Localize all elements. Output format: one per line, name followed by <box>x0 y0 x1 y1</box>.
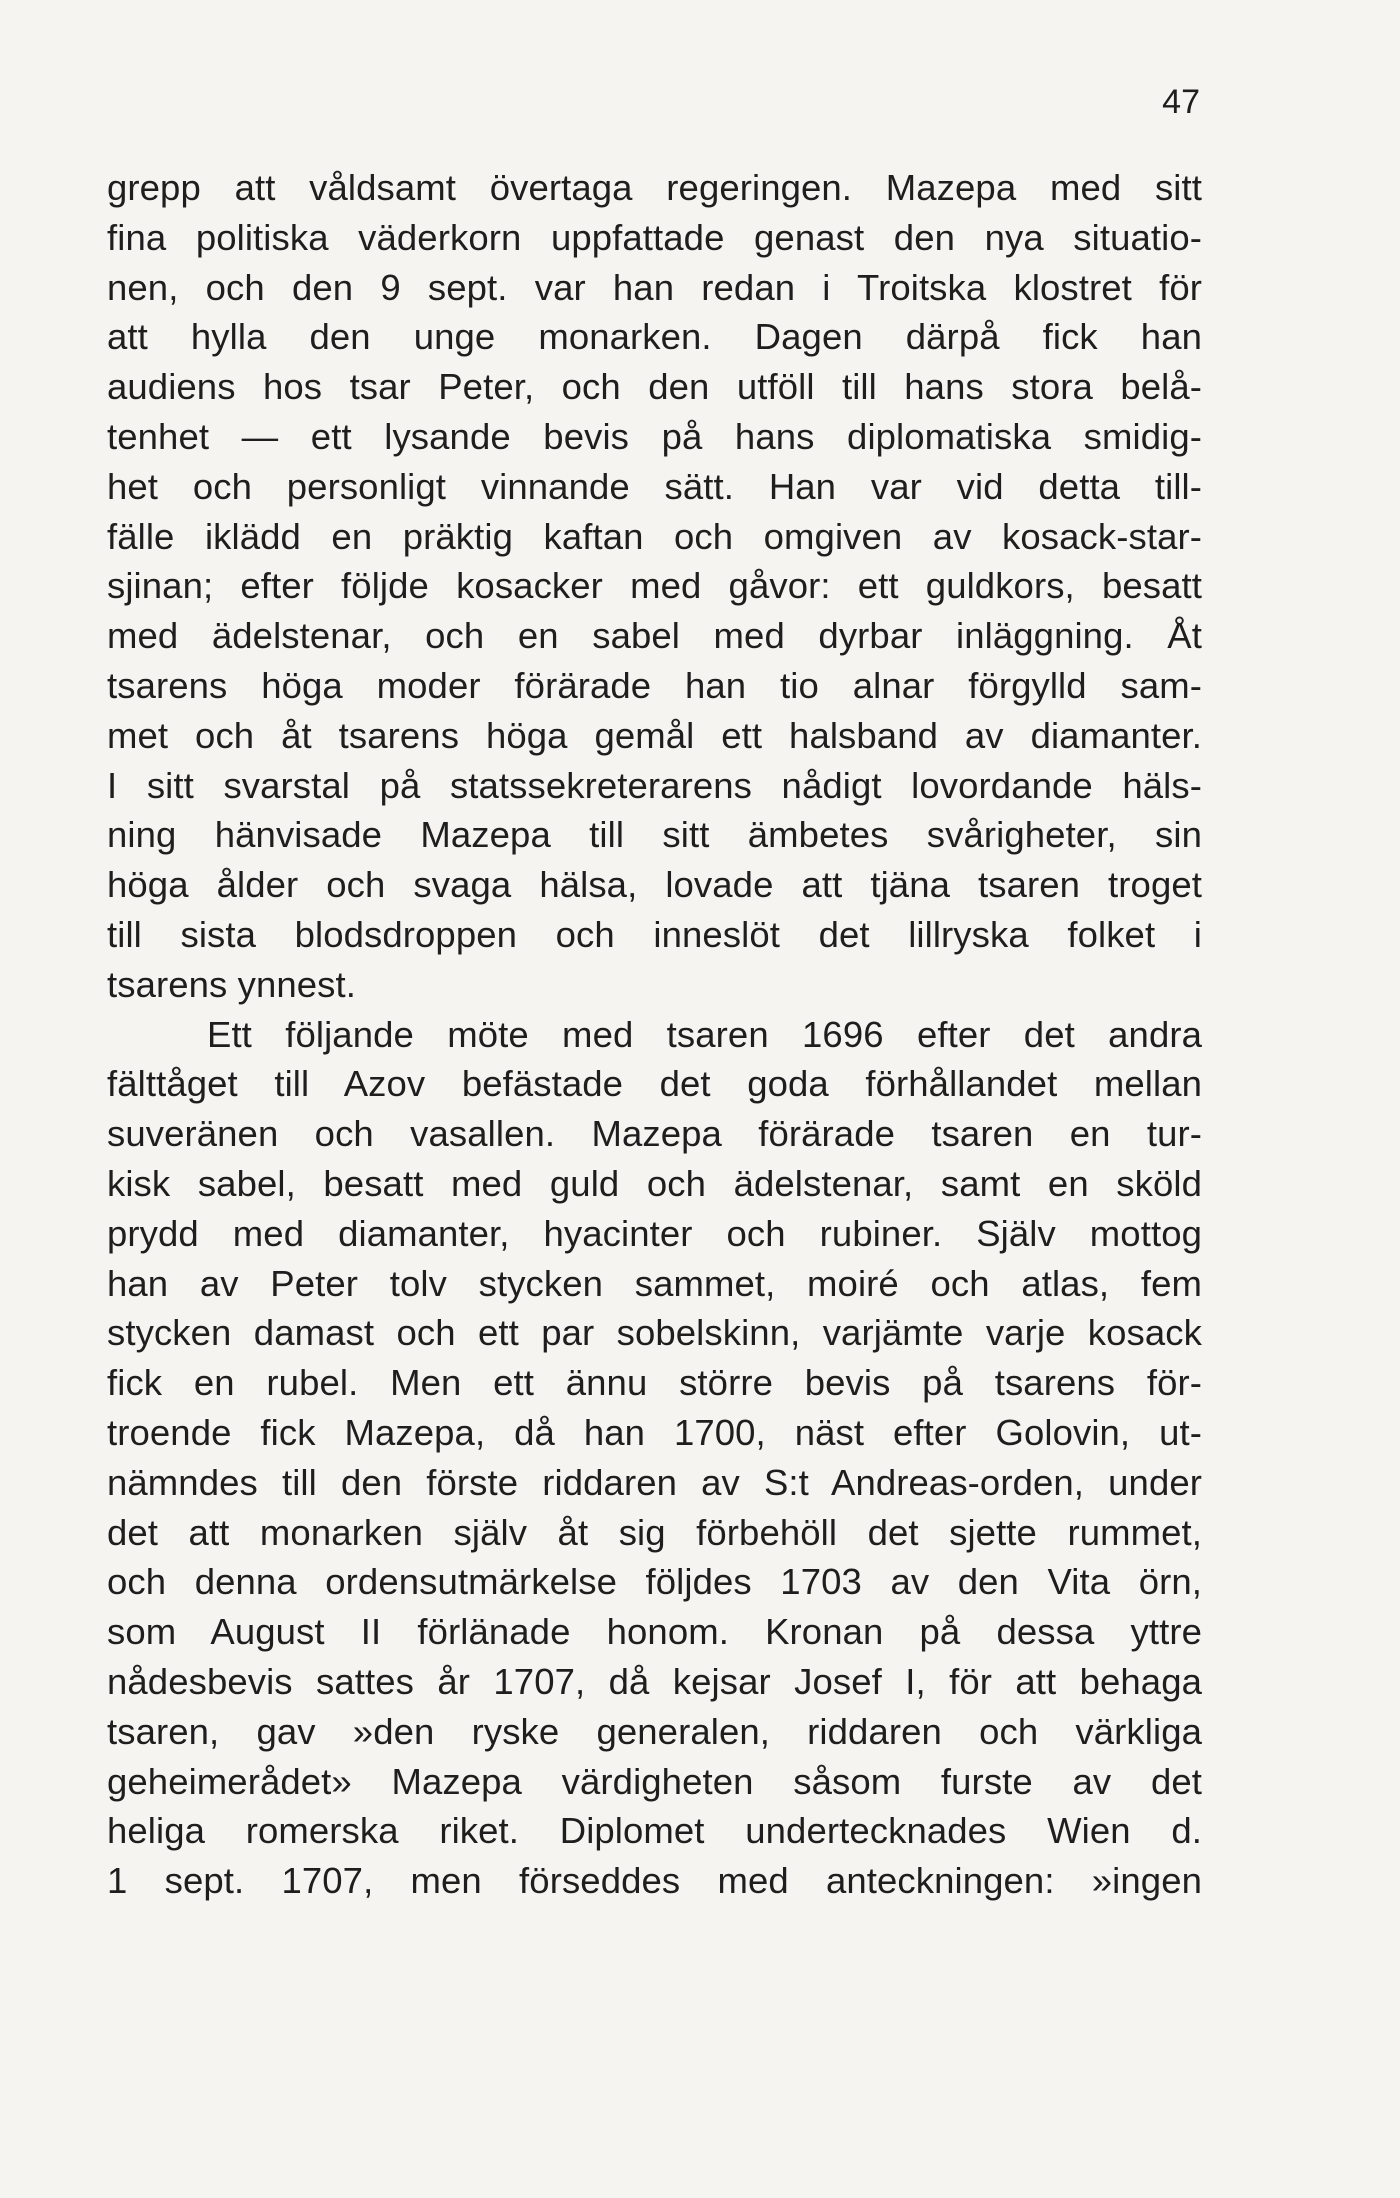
text-line: tsaren, gav »den ryske generalen, riddaren och värkliga <box>107 1710 1202 1752</box>
text-line: tenhet — ett lysande bevis på hans diplomatiska smidig- <box>107 415 1202 457</box>
text-line: fälle iklädd en präktig kaftan och omgiven av kosack-star- <box>107 515 1202 557</box>
text-line: Ett följande möte med tsaren 1696 efter det andra <box>207 1013 1202 1055</box>
text-line: prydd med diamanter, hyacinter och rubiner. Själv mottog <box>107 1212 1202 1254</box>
text-line: geheimerådet» Mazepa värdigheten såsom furste av det <box>107 1760 1202 1802</box>
text-line: troende fick Mazepa, då han 1700, näst efter Golovin, ut- <box>107 1411 1202 1453</box>
text-line: nämndes till den förste riddaren av S:t Andreas-orden, under <box>107 1461 1202 1503</box>
text-line: till sista blodsdroppen och inneslöt det lillryska folket i <box>107 913 1202 955</box>
text-line: som August II förlänade honom. Kronan på dessa yttre <box>107 1611 1202 1653</box>
text-line: ning hänvisade Mazepa till sitt ämbetes svårigheter, sin <box>107 814 1202 856</box>
text-line: fälttåget till Azov befästade det goda förhållandet mellan <box>107 1063 1202 1105</box>
text-line: det att monarken själv åt sig förbehöll det sjette rummet, <box>107 1511 1202 1553</box>
text-line: stycken damast och ett par sobelskinn, varjämte varje kosack <box>107 1312 1202 1354</box>
text-line: fick en rubel. Men ett ännu större bevis på tsarens för- <box>107 1362 1202 1404</box>
text-line: och denna ordensutmärkelse följdes 1703 av den Vita örn, <box>107 1561 1202 1603</box>
text-line: tsarens höga moder förärade han tio alnar förgylld sam- <box>107 664 1202 706</box>
text-line: het och personligt vinnande sätt. Han var vid detta till- <box>107 465 1202 507</box>
text-line: suveränen och vasallen. Mazepa förärade tsaren en tur- <box>107 1113 1202 1155</box>
body-text <box>107 163 1202 1906</box>
text-line: att hylla den unge monarken. Dagen därpå fick han <box>107 316 1202 358</box>
text-line: nen, och den 9 sept. var han redan i Troitska klostret för <box>107 266 1202 308</box>
text-line: nådesbevis sattes år 1707, då kejsar Josef I, för att behaga <box>107 1660 1202 1702</box>
text-line: grepp att våldsamt övertaga regeringen. Mazepa med sitt <box>107 167 1202 208</box>
text-line: höga ålder och svaga hälsa, lovade att tjäna tsaren troget <box>107 864 1202 906</box>
text-line: heliga romerska riket. Diplomet undertecknades Wien d. <box>107 1810 1202 1852</box>
page-number: 47 <box>1162 83 1200 121</box>
text-line: 1 sept. 1707, men förseddes med anteckningen: »ingen <box>107 1860 1202 1902</box>
text-line: tsarens ynnest. <box>107 963 357 1005</box>
text-line: sjinan; efter följde kosacker med gåvor: ett guldkors, besatt <box>107 565 1202 607</box>
text-line: han av Peter tolv stycken sammet, moiré och atlas, fem <box>107 1262 1202 1304</box>
text-line: I sitt svarstal på statssekreterarens nådigt lovordande häls- <box>107 764 1202 806</box>
text-line: med ädelstenar, och en sabel med dyrbar inläggning. Åt <box>107 615 1202 657</box>
text-line: met och åt tsarens höga gemål ett halsband av diamanter. <box>107 714 1202 756</box>
text-line: fina politiska väderkorn uppfattade genast den nya situatio- <box>107 216 1202 258</box>
text-line: kisk sabel, besatt med guld och ädelstenar, samt en sköld <box>107 1162 1202 1204</box>
text-line: audiens hos tsar Peter, och den utföll till hans stora belå- <box>107 366 1202 408</box>
